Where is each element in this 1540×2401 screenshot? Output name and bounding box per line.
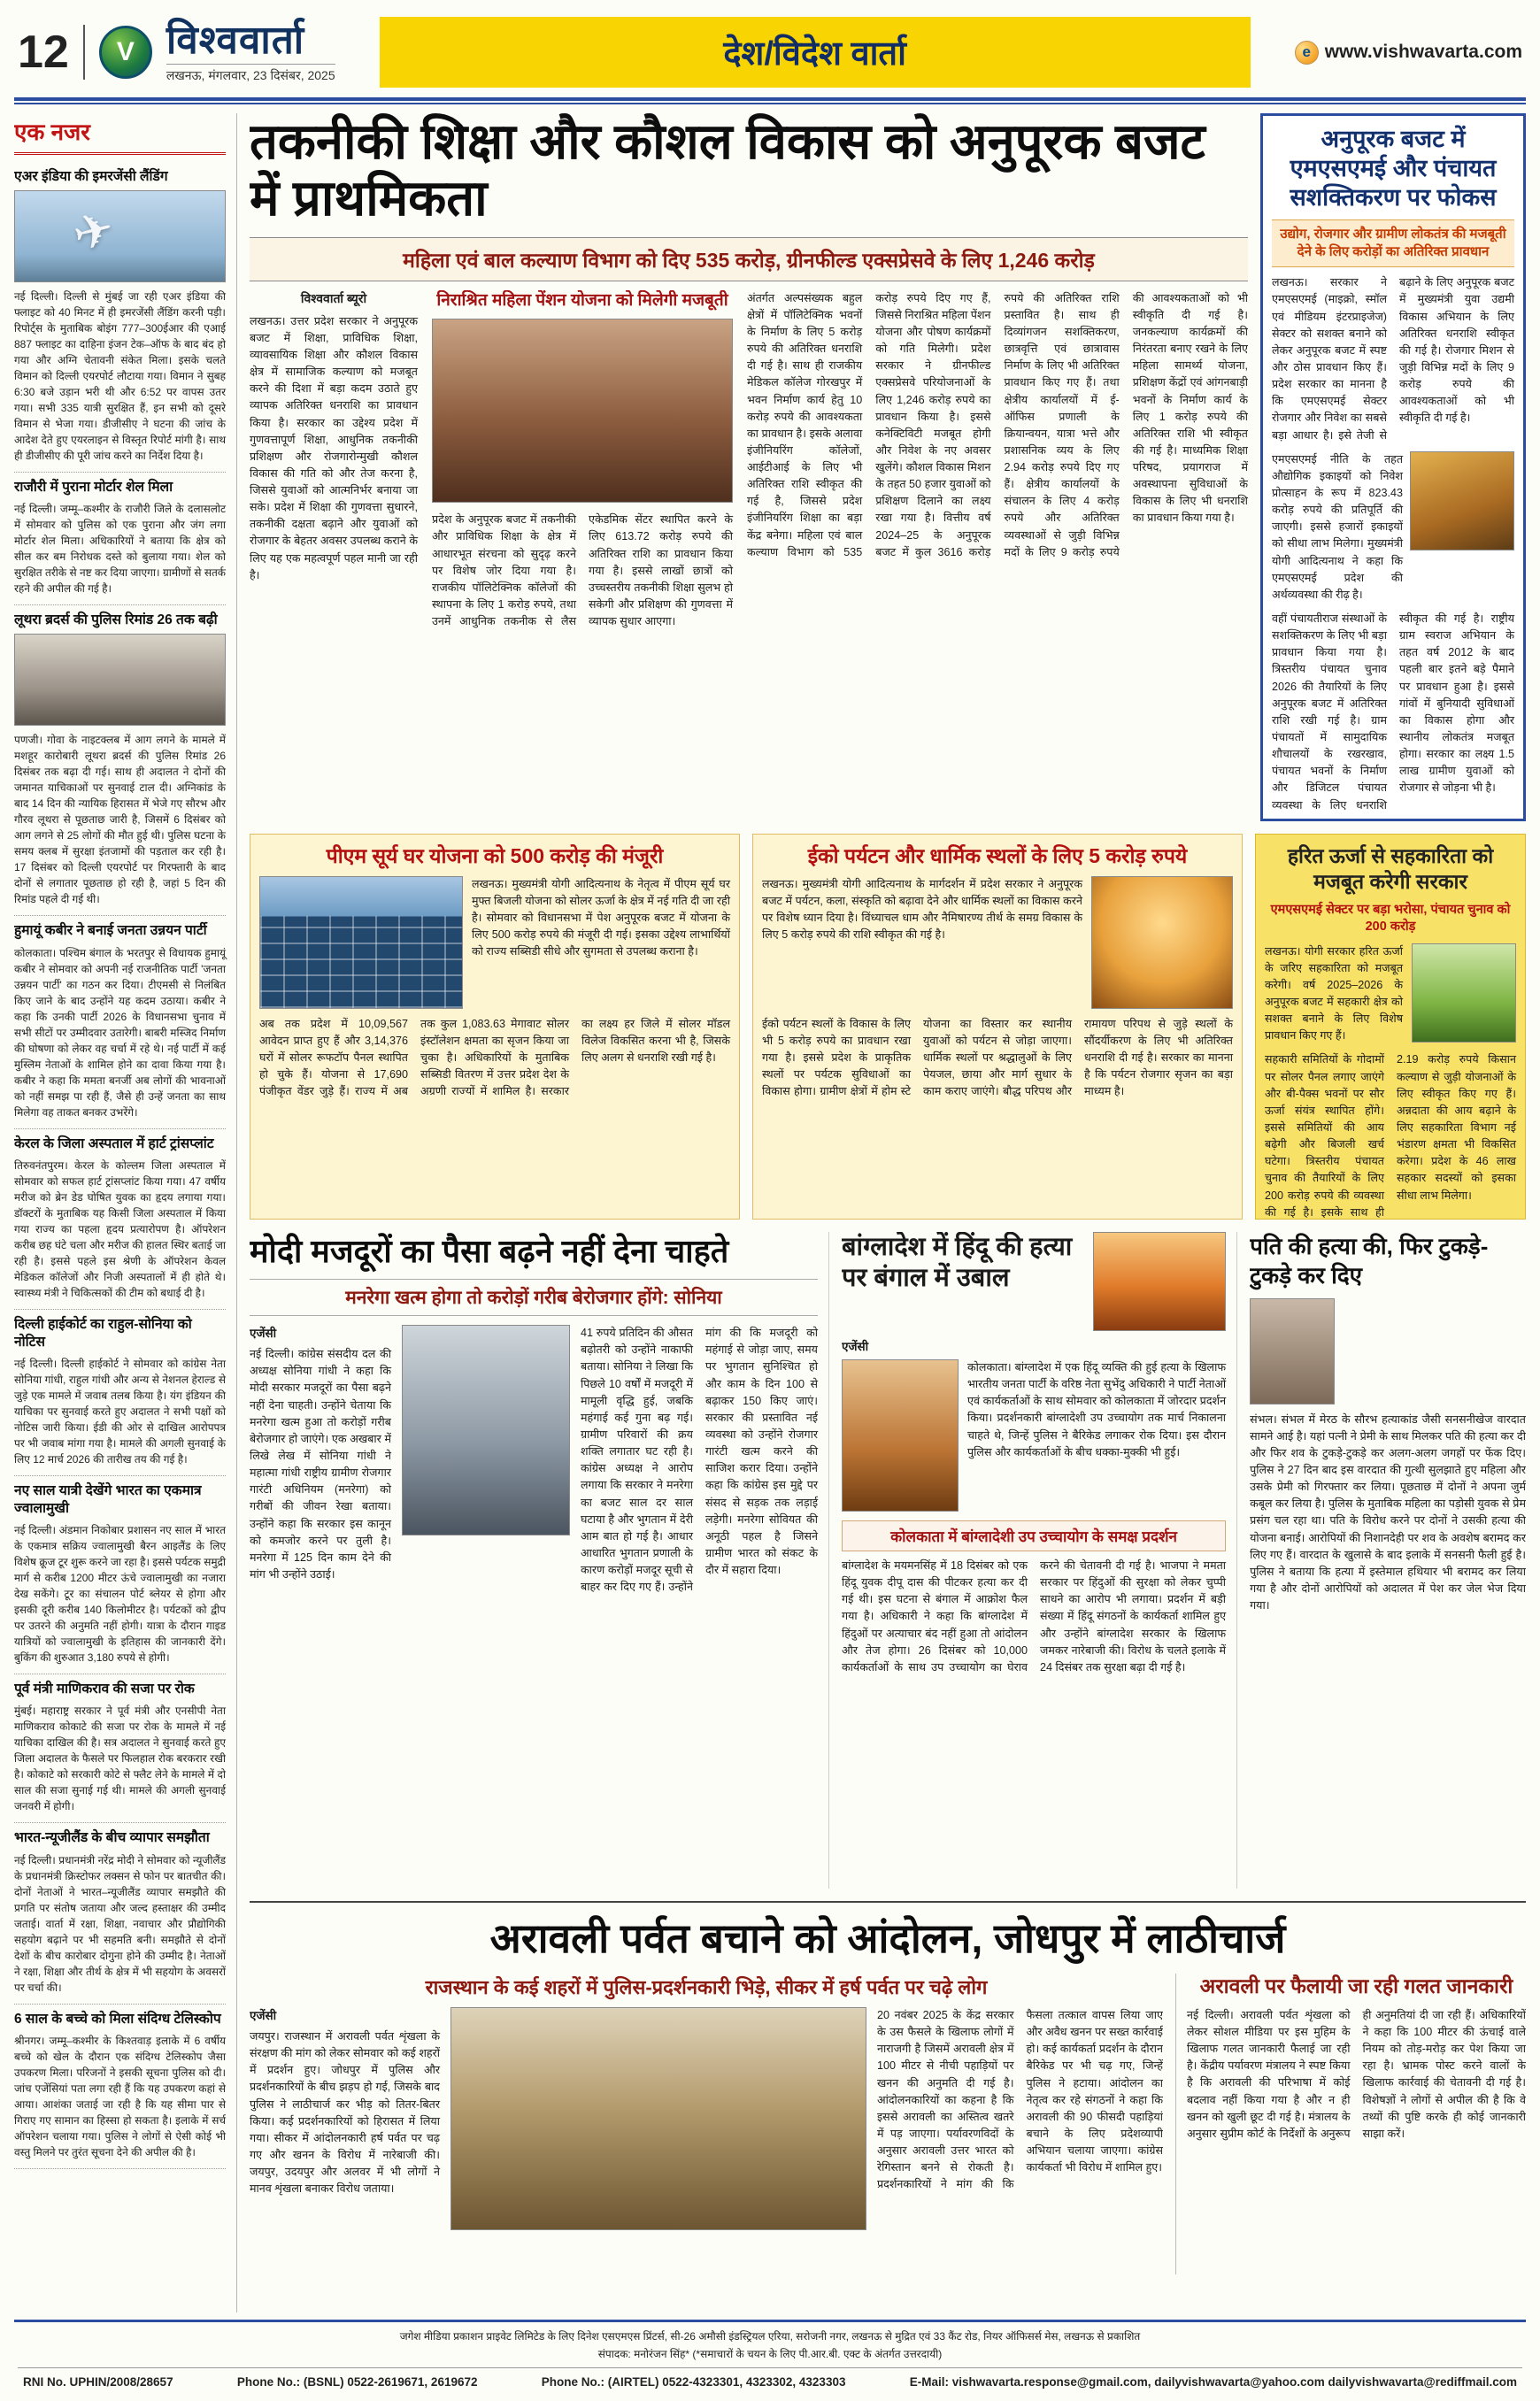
luthra-brothers-photo bbox=[14, 634, 226, 726]
green-energy-text: सहकारी समितियों के गोदामों पर सोलर पैनल लगाए जाएंगे और बी-पैक्स भवनों पर सौर ऊर्जा संयंत्र स्थापित होंगे। इससे समितियों की आय बढ़ेगी और बिजली खर्च घटेगा। त्रिस्तरीय पंचायत चुनाव की तैयारियों के लिए 200 करोड़ रुपये की व्यवस्था की गई है। इसके साथ ही 2.19 करोड़ रुपये किसान कल्याण से जुड़ी योजनाओं के लिए स्वीकृत किए गए हैं। अन्नदाता की आय बढ़ाने के लिए सहकारिता विभाग नई भंडारण क्षमता भी विकसित करेगा। प्रदेश के 46 लाख सहकार सदस्यों को इसका सीधा लाभ मिलेगा। bbox=[1265, 1053, 1516, 1219]
temple-photo bbox=[1091, 876, 1233, 1009]
news-brief bbox=[14, 162, 226, 473]
newspaper-logo-icon bbox=[99, 26, 152, 79]
phone-airtel: Phone No.: (AIRTEL) 0522-4323301, 4323302, 4323303 bbox=[541, 2375, 846, 2389]
lead-article bbox=[250, 113, 1248, 821]
msme-box-middle bbox=[1272, 451, 1514, 604]
ek-najar-title: एक नजर bbox=[14, 113, 226, 155]
news-brief bbox=[14, 1674, 226, 1823]
news-brief bbox=[14, 605, 226, 916]
sambhal-article bbox=[1250, 1232, 1526, 1889]
crime-scene-photo bbox=[1250, 1298, 1335, 1404]
contact-bar bbox=[18, 2367, 1522, 2397]
bengal-article bbox=[842, 1232, 1237, 1889]
imprint-footer bbox=[14, 2320, 1526, 2401]
news-brief bbox=[14, 473, 226, 605]
lead-col-1 bbox=[250, 290, 418, 775]
editor-line: संपादक: मनोरंजन सिंह* (*समाचारों के चयन के लिए पी.आर.बी. एक्ट के अंतर्गत उत्तरदायी) bbox=[597, 2348, 943, 2360]
sonia-article bbox=[250, 1232, 829, 1889]
green-energy-subhead: एमएसएमई सेक्टर पर बड़ा भरोसा, पंचायत चुनाव को 200 करोड़ bbox=[1270, 902, 1511, 935]
website-url[interactable]: www.vishwavarta.com bbox=[1324, 42, 1522, 62]
masthead-title: विश्ववार्ता bbox=[166, 18, 305, 62]
globe-icon: e bbox=[1295, 41, 1319, 65]
surya-ghar-text: अब तक प्रदेश में 10,09,567 आवेदन प्राप्त हुए हैं और 3,14,376 घरों में सोलर रूफटॉप पैनल स्थापित हो चुके हैं। योजना से 17,690 पंजीकृत वेंडर जुड़े हैं। राज्य में अब तक कुल 1,083.63 मेगावाट सोलर इंस्टॉलेशन क्षमता का सृजन किया जा चुका है। अधिकारियों के मुताबिक सब्सिडी वितरण में उत्तर प्रदेश देश के अग्रणी राज्यों में शामिल है। सरकार का लक्ष्य हर जिले में सोलर मॉडल विलेज विकसित करना भी है, जिसके लिए अलग से धनराशि रखी गई है। bbox=[259, 1017, 730, 1098]
phone-bsnl: Phone No.: (BSNL) 0522-2619671, 2619672 bbox=[236, 2375, 478, 2389]
eco-tourism-box bbox=[752, 834, 1243, 1220]
sonia-body bbox=[250, 1325, 818, 1596]
news-brief-title: नए साल यात्री देखेंगे भारत का एकमात्र ज्वालामुखी bbox=[14, 1482, 202, 1517]
news-brief-body: नई दिल्ली। अंडमान निकोबार प्रशासन नए साल में भारत के एकमात्र सक्रिय ज्वालामुखी बैरन आइलैंड के लिए विशेष क्रूज टूर शुरू करने जा रहा है। इससे पर्यटक समुद्री मार्ग से करीब 1200 मीटर ऊंचे ज्वालामुखी का नजारा देख सकेंगे। टूर का संचालन पोर्ट ब्लेयर से होगा और इसकी दूरी करीब 140 किलोमीटर है। पर्यटकों को द्वीप पर उतरने की अनुमति नहीं होगी। यात्रा के दौरान गाइड यात्रियों को ज्वालामुखी के इतिहास की जानकारी देंगे। बुकिंग की शुरुआत 3,180 रुपये से होगी। bbox=[14, 1524, 226, 1665]
news-brief bbox=[14, 916, 226, 1128]
news-brief-body: नई दिल्ली। जम्मू–कश्मीर के राजौरी जिले के दलासलोट में सोमवार को पुलिस को एक पुराना और जंग लगा मोर्टार शेल मिला। अधिकारियों ने बताया कि क्षेत्र को सील कर बम निरोधक दस्ते को बुलाया गया। शेल को सुरक्षित तरीके से नष्ट कर दिया जाएगा। ग्रामीणों से सतर्क रहने की अपील की गई है। bbox=[14, 503, 226, 596]
eco-tourism-text: लखनऊ। मुख्यमंत्री योगी आदित्यनाथ के मार्गदर्शन में प्रदेश सरकार ने अनुपूरक बजट में पर्यटन, कला, संस्कृति को बढ़ावा देने और धार्मिक स्थलों का विकास करने पर विशेष ध्यान दिया है। विंध्याचल धाम और नैमिषारण्य तीर्थ के समग्र विकास के लिए 5 करोड़ रुपये की राशि स्वीकृत की गई है। bbox=[762, 877, 1082, 942]
news-brief bbox=[14, 2005, 226, 2169]
lead-center bbox=[432, 290, 733, 775]
bengal-headline: बांग्लादेश में हिंदू की हत्या पर बंगाल में उबाल bbox=[842, 1233, 1073, 1293]
eco-tourism-headline: ईको पर्यटन और धार्मिक स्थलों के लिए 5 करोड़ रुपये bbox=[807, 844, 1188, 867]
surya-ghar-text: लखनऊ। मुख्यमंत्री योगी आदित्यनाथ के नेतृत्व में पीएम सूर्य घर मुफ्त बिजली योजना को सोलर ऊर्जा के क्षेत्र में नई गति दी जा रही है। सोमवार को विधानसभा में पेश अनुपूरक बजट में योजना के लिए 500 करोड़ रुपये की मंजूरी दी गई। इसका उद्देश्य लाभार्थियों को राज्य सब्सिडी सीधे और सुगमता से उपलब्ध कराना है। bbox=[472, 877, 730, 958]
farmer-field-photo bbox=[1412, 943, 1516, 1043]
articles-row bbox=[250, 1232, 1526, 1889]
sambhal-top bbox=[1250, 1298, 1526, 1404]
air-india-plane-photo bbox=[14, 190, 226, 282]
sonia-text: 41 रुपये प्रतिदिन की औसत बढ़ोतरी को उन्होंने नाकाफी बताया। सोनिया ने लिखा कि पिछले 10 वर्षों में मजदूरी में मामूली वृद्धि हुई, जबकि महंगाई कई गुना बढ़ गई। ग्रामीण परिवारों की क्रय शक्ति लगातार घट रही है। कांग्रेस अध्यक्ष ने आरोप लगाया कि सरकार ने मनरेगा का बजट साल दर साल घटाया है और भुगतान में देरी आम बात हो गई है। आधार आधारित भुगतान प्रणाली के कारण करोड़ों मजदूर सूची से बाहर कर दिए गए हैं। उन्होंने मांग की कि मजदूरी को महंगाई से जोड़ा जाए, समय पर भुगतान सुनिश्चित हो और काम के दिन 100 से बढ़ाकर 150 किए जाएं। सरकार की प्रस्तावित नई व्यवस्था को उन्होंने रोजगार गारंटी खत्म करने की साजिश करार दिया। उन्होंने कहा कि कांग्रेस इस मुद्दे पर संसद से सड़क तक लड़ाई लड़ेगी। मनरेगा सोवियत की अनूठी पहल है जिसने ग्रामीण भारत को संकट के दौर में सहारा दिया। bbox=[581, 1327, 818, 1594]
protest-crowd-photo bbox=[1093, 1232, 1226, 1331]
aravali-side-headline: अरावली पर फैलायी जा रही गलत जानकारी bbox=[1199, 1974, 1513, 1997]
news-brief-body: पणजी। गोवा के नाइटक्लब में आग लगने के मामले में मशहूर कारोबारी लूथरा ब्रदर्स की पुलिस रिमांड 26 दिसंबर तक बढ़ा दी गई। साथ ही अदालत ने दोनों की जमानत याचिकाओं पर सुनवाई टाल दी। अग्निकांड के बाद 14 दिन की न्यायिक हिरासत में भेजे गए सौरभ और गौरव लूथरा से पूछताछ जारी है, जिसमें 6 दिसंबर को आग लगने से 25 लोगों की मौत हुई थी। पुलिस घटना के समय क्लब में सुरक्षा इंतजामों की पड़ताल कर रही है। 17 दिसंबर को दिल्ली एयरपोर्ट पर गिरफ्तारी के बाद दोनों से लगातार पूछताछ हो रही है, जहां 5 दिन की रिमांड पहले दी गई थी। bbox=[14, 734, 226, 906]
rni-number: RNI No. UPHIN/2008/28657 bbox=[23, 2375, 173, 2389]
news-brief-title: राजौरी में पुराना मोर्टार शेल मिला bbox=[14, 480, 173, 496]
msme-focus-box bbox=[1260, 113, 1526, 821]
page-content bbox=[14, 113, 1526, 2313]
news-brief-body: नई दिल्ली। दिल्ली हाईकोर्ट ने सोमवार को कांग्रेस नेता सोनिया गांधी, राहुल गांधी और अन्य से नेशनल हेराल्ड से जुड़े एक मामले में जवाब तलब किया है। यंग इंडियन की याचिका पर सुनवाई करते हुए अदालत ने सभी पक्षों को नोटिस जारी किया। ईडी की ओर से दाखिल आरोपपत्र पर भी जवाब मांगा गया है। मामले की अगली सुनवाई के लिए 12 मार्च 2026 की तारीख तय की गई है। bbox=[14, 1357, 226, 1466]
middle-boxes-row bbox=[250, 834, 1526, 1220]
bengal-inner-headline: कोलकाता में बांग्लादेशी उप उच्चायोग के समक्ष प्रदर्शन bbox=[842, 1520, 1226, 1551]
news-brief-body: नई दिल्ली। प्रधानमंत्री नरेंद्र मोदी ने सोमवार को न्यूजीलैंड के प्रधानमंत्री क्रिस्टोफर लक्सन से फोन पर बातचीत की। दोनों नेताओं ने भारत–न्यूजीलैंड व्यापार समझौते की प्रगति पर संतोष जताया और जल्द हस्ताक्षर की उम्मीद जताई। वार्ता में रक्षा, शिक्षा, नवाचार और प्रौद्योगिकी सहयोग बढ़ाने पर भी सहमति बनी। समझौते से दोनों देशों के बीच कारोबार दोगुना होने की उम्मीद है। नेताओं ने रक्षा, शिक्षा और तीर्थ के क्षेत्र में भी सहयोग के अवसरों पर चर्चा की। bbox=[14, 1853, 226, 1994]
assembly-budget-photo bbox=[432, 319, 733, 503]
brick-carrier-photo bbox=[842, 1359, 959, 1512]
header-rule bbox=[14, 97, 1526, 104]
lead-text: अंतर्गत अल्पसंख्यक बहुल क्षेत्रों में पॉलिटेक्निक भवनों के निर्माण के लिए 5 करोड़ रुपये की अतिरिक्त धनराशि दी गई है। साथ ही राजकीय मेडिकल कॉलेज गोरखपुर में भवन निर्माण कार्य हेतु 10 करोड़ रुपये की आवश्यकता का प्रावधान है। इसके अलावा इंजीनियरिंग कॉलेजों, आईटीआई के लिए भी अतिरिक्त राशि स्वीकृत की गई है, जिससे प्रदेश इंजीनियरिंग शिक्षा का बड़ा केंद्र बनेगा। महिला एवं बाल कल्याण विभाग को 535 करोड़ रुपये दिए गए हैं, जिससे निराश्रित महिला पेंशन योजना और पोषण कार्यक्रमों को गति मिलेगी। प्रदेश सरकार ने ग्रीनफील्ड एक्सप्रेसवे परियोजनाओं के लिए 1,246 करोड़ रुपये का प्रावधान किया है। इससे कनेक्टिविटी मजबूत होगी और निवेश के नए अवसर खुलेंगे। कौशल विकास मिशन के तहत 50 हजार युवाओं को प्रशिक्षण दिलाने का लक्ष्य रखा गया है। वित्तीय वर्ष 2024–25 के अनुपूरक बजट में कुल 3616 करोड़ रुपये की अतिरिक्त राशि प्रस्तावित है। साथ ही दिव्यांगजन सशक्तिकरण, छात्रवृत्ति एवं छात्रावास निर्माण के लिए भी अतिरिक्त प्रावधान किए गए हैं। तथा क्षेत्रीय कार्यालयों में ई-ऑफिस प्रणाली के क्रियान्वयन, यात्रा भत्ते और प्रशासनिक व्यय के लिए 2.94 करोड़ रुपये दिए गए हैं। क्षेत्रीय कार्यालयों के संचालन के लिए 4 करोड़ रुपये और अतिरिक्त व्यवस्थाओं से जुड़ी विभिन्न मदों के लिए 9 करोड़ रुपये की आवश्यकताओं को भी स्वीकृति दी गई है। जनकल्याण कार्यक्रमों की निरंतरता बनाए रखने के लिए महिला सामर्थ्य योजना, प्रशिक्षण केंद्रों एवं आंगनबाड़ी भवनों के निर्माण कार्य के लिए 1 करोड़ रुपये की अतिरिक्त राशि भी स्वीकृत की गई है। माध्यमिक शिक्षा परिषद, प्रयागराज में अवस्थापना सुविधाओं के विकास के लिए भी धनराशि का प्रावधान किया गया है। bbox=[747, 291, 1248, 558]
news-brief bbox=[14, 1129, 226, 1310]
lead-body bbox=[250, 290, 1248, 775]
sonia-gandhi-photo bbox=[402, 1325, 570, 1535]
aravali-text: 20 नवंबर 2025 के केंद्र सरकार के उस फैसले के खिलाफ लोगों में नाराजगी है जिसमें अरावली क्षेत्र में 100 मीटर से नीची पहाड़ियों पर खनन की अनुमति दी गई है। आंदोलनकारियों का कहना है कि इससे अरावली का अस्तित्व खतरे में पड़ जाएगा। पर्यावरणविदों के अनुसार अरावली उत्तर भारत को रेगिस्तान बनने से रोकती है। प्रदर्शनकारियों ने मांग की कि फैसला तत्काल वापस लिया जाए और अवैध खनन पर सख्त कार्रवाई हो। कई कार्यकर्ता प्रदर्शन के दौरान बैरिकेड पर भी चढ़ गए, जिन्हें पुलिस ने हटाया। आंदोलन का नेतृत्व कर रहे संगठनों ने कहा कि अरावली की 90 फीसदी पहाड़ियां बचाने के लिए प्रदेशव्यापी अभियान चलाया जाएगा। कांग्रेस कार्यकर्ता भी विरोध में शामिल हुए। bbox=[877, 2009, 1163, 2191]
edition-dateline: लखनऊ, मंगलवार, 23 दिसंबर, 2025 bbox=[166, 64, 335, 84]
news-brief-body: मुंबई। महाराष्ट्र सरकार ने पूर्व मंत्री और एनसीपी नेता माणिकराव कोकाटे की सजा पर रोक के मामले में नई याचिका दाखिल की है। सत्र अदालत ने सुनवाई करते हुए जिला अदालत के फैसले पर फिलहाल रोक बरकरार रखी है। कोकाटे को सरकारी कोटे से फ्लैट लेने के मामले में दो साल की सजा सुनाई गई थी। मामले की अगली सुनवाई जनवरी में होगी। bbox=[14, 1705, 226, 1813]
news-brief bbox=[14, 1310, 226, 1476]
aravali-side-box bbox=[1175, 1974, 1526, 2274]
sonia-subhead: मनरेगा खत्म होगा तो करोड़ों गरीब बेरोजगार होंगे: सोनिया bbox=[250, 1279, 818, 1316]
imprint-line: जगेश मीडिया प्रकाशन प्राइवेट लिमिटेड के लिए दिनेश एसएमएस प्रिंटर्स, सी-26 अमौसी इंडस्ट्रियल एरिया, सरोजनी नगर, लखनऊ से मुद्रित एवं 33 कैंट रोड, नियर ऑफिसर्स मेस, लखनऊ से प्रकाशित bbox=[399, 2330, 1141, 2343]
page-number: 12 bbox=[18, 27, 69, 78]
news-brief-title: लूथरा ब्रदर्स की पुलिस रिमांड 26 तक बढ़ी bbox=[14, 612, 218, 628]
website-link[interactable] bbox=[1295, 41, 1522, 65]
aravali-banner-headline: अरावली पर्वत बचाने को आंदोलन, जोधपुर में लाठीचार्ज bbox=[250, 1901, 1526, 1974]
news-brief-title: केरल के जिला अस्पताल में हार्ट ट्रांसप्लांट bbox=[14, 1135, 214, 1151]
brand-block bbox=[166, 20, 335, 84]
news-brief-title: हुमायूं कबीर ने बनाई जनता उन्नयन पार्टी bbox=[14, 923, 207, 939]
agency-byline: एजेंसी bbox=[250, 2009, 277, 2022]
news-brief-body: श्रीनगर। जम्मू–कश्मीर के किश्तवाड़ इलाके में 6 वर्षीय बच्चे को खेल के दौरान एक संदिग्ध टेलिस्कोप जैसा उपकरण मिला। परिजनों ने इसकी सूचना पुलिस को दी। जांच एजेंसियां पता लगा रही हैं कि यह उपकरण कहां से आया। आशंका जताई जा रही है कि यह सीमा पार से गिराए गए सामान का हिस्सा हो सकता है। इलाके में सर्च ऑपरेशन चलाया गया। पुलिस ने लोगों से ऐसी कोई भी वस्तु मिलने पर तुरंत सूचना देने की अपील की है। bbox=[14, 2034, 226, 2159]
msme-box-text: एमएसएमई नीति के तहत औद्योगिक इकाइयों को निवेश प्रोत्साहन के रूप में 823.43 करोड़ रुपये की प्रतिपूर्ति की जाएगी। इससे हजारों इकाइयों को सीधा लाभ मिलेगा। मुख्यमंत्री योगी आदित्यनाथ ने कहा कि एमएसएमई प्रदेश की अर्थव्यवस्था की रीढ़ है। bbox=[1272, 452, 1403, 601]
bengal-top bbox=[842, 1232, 1226, 1331]
aravali-main bbox=[250, 1974, 1163, 2274]
agency-byline: एजेंसी bbox=[250, 1327, 277, 1341]
aravali-row bbox=[250, 1974, 1526, 2274]
agency-byline: एजेंसी bbox=[842, 1340, 869, 1353]
section-banner: देश/विदेश वार्ता bbox=[380, 17, 1251, 88]
sonia-headline: मोदी मजदूरों का पैसा बढ़ने नहीं देना चाहते bbox=[250, 1233, 729, 1269]
eco-tourism-text: ईको पर्यटन स्थलों के विकास के लिए भी 5 करोड़ रुपये का प्रावधान रखा गया है। इससे प्रदेश के प्राकृतिक स्थलों पर पर्यटक सुविधाओं का विकास होगा। ग्रामीण क्षेत्रों में होम स्टे योजना का विस्तार कर स्थानीय युवाओं को पर्यटन से जोड़ा जाएगा। धार्मिक स्थलों पर श्रद्धालुओं के लिए पेयजल, छाया और मार्ग सुधार के काम कराए जाएंगे। बौद्ध परिपथ और रामायण परिपथ से जुड़े स्थलों के सौंदर्यीकरण के लिए भी अतिरिक्त धनराशि दी गई है। सरकार का मानना है कि पर्यटन रोजगार सृजन का बड़ा माध्यम है। bbox=[762, 1017, 1233, 1098]
sambhal-text: संभल। संभल में मेरठ के सौरभ हत्याकांड जैसी सनसनीखेज वारदात सामने आई है। यहां पत्नी ने प्रेमी के साथ मिलकर पति की हत्या कर दी और फिर शव के टुकड़े-टुकड़े कर अलग-अलग जगहों पर फेंक दिए। पुलिस ने 27 दिन बाद इस वारदात की गुत्थी सुलझाते हुए महिला और उसके प्रेमी को गिरफ्तार कर लिया। पूछताछ में दोनों ने अपना जुर्म कबूल कर लिया है। पुलिस के मुताबिक महिला का पड़ोसी युवक से प्रेम प्रसंग चल रहा था। पति के विरोध करने पर दोनों ने उसकी हत्या की योजना बनाई। आरोपियों की निशानदेही पर शव के अवशेष बरामद कर लिए गए हैं। वारदात के खुलासे के बाद इलाके में सनसनी फैली हुई है। पुलिस ने बताया कि हत्या में इस्तेमाल हथियार भी बरामद कर लिया गया है और दोनों आरोपियों को अदालत में पेश कर जेल भेज दिया गया। bbox=[1250, 1412, 1526, 1612]
byline: विश्ववार्ता ब्यूरो bbox=[300, 290, 367, 305]
top-row bbox=[250, 113, 1526, 821]
news-brief-body: कोलकाता। पश्चिम बंगाल के भरतपुर से विधायक हुमायूं कबीर ने सोमवार को अपनी नई राजनीतिक पार्टी 'जनता उन्नयन पार्टी' का गठन कर दिया। टीएमसी से निलंबित किए जाने के बाद उन्होंने यह कदम उठाया। कबीर ने कहा कि उनकी पार्टी 2026 के विधानसभा चुनाव में सभी सीटों पर उम्मीदवार उतारेगी। बाबरी मस्जिद निर्माण की घोषणा को लेकर वह चर्चा में रहे थे। नई पार्टी में कई मुस्लिम नेताओं के शामिल होने का दावा किया गया है। कबीर ने कहा कि ममता बनर्जी अब लोगों की भावनाओं को नहीं समझ पा रही हैं, जैसे ही उन्हें जनता का साथ मिलेगा वह ताकत बनकर उभरेंगे। bbox=[14, 946, 226, 1119]
ek-najar-column bbox=[14, 113, 237, 2313]
news-brief-title: 6 साल के बच्चे को मिला संदिग्ध टेलिस्कोप bbox=[14, 2011, 221, 2027]
green-energy-text: लखनऊ। योगी सरकार हरित ऊर्जा के जरिए सहकारिता को मजबूत करेगी। वर्ष 2025–2026 के अनुपूरक बजट में सहकारी क्षेत्र को सशक्त बनाने के लिए विशेष प्रावधान किए गए हैं। bbox=[1265, 944, 1403, 1043]
news-brief-body: तिरुवनंतपुरम। केरल के कोल्लम जिला अस्पताल में सोमवार को सफल हार्ट ट्रांसप्लांट किया गया। 47 वर्षीय मरीज को ब्रेन डेड घोषित युवक का हृदय लगाया गया। डॉक्टरों के मुताबिक यह किसी जिला अस्पताल में किया गया राज्य का पहला हृदय प्रत्यारोपण है। ऑपरेशन करीब छह घंटे चला और मरीज की हालत स्थिर बताई जा रही है। इससे पहले इस श्रेणी के ऑपरेशन केवल मेडिकल कॉलेजों और निजी अस्पतालों में ही होते थे। स्वास्थ्य मंत्री ने चिकित्सकों की टीम को बधाई दी है। bbox=[14, 1158, 226, 1299]
police-protest-photo bbox=[450, 2007, 866, 2230]
aravali-text: जयपुर। राजस्थान में अरावली पर्वत शृंखला के संरक्षण की मांग को लेकर सोमवार को कई शहरों में प्रदर्शन हुए। जोधपुर में पुलिस और प्रदर्शनकारियों के बीच झड़प हो गई, जिसके बाद पुलिस ने लाठीचार्ज कर भीड़ को तितर-बितर किया। कई प्रदर्शनकारियों को हिरासत में लिया गया। सीकर में आंदोलनकारी हर्ष पर्वत पर चढ़ गए और खनन के विरोध में नारेबाजी की। जयपुर, उदयपुर और अलवर में भी लोगों ने मानव शृंखला बनाकर विरोध जताया। bbox=[250, 2030, 440, 2196]
aravali-body bbox=[250, 2007, 1163, 2230]
news-brief bbox=[14, 1476, 226, 1674]
msme-box-text: वहीं पंचायतीराज संस्थाओं के सशक्तिकरण के लिए भी बड़ा प्रावधान किया गया है। त्रिस्तरीय पंचायत चुनाव 2026 की तैयारियों के लिए अनुपूरक बजट में अतिरिक्त राशि रखी गई है। ग्राम पंचायतों में सामुदायिक शौचालयों के रखरखाव, पंचायत भवनों के निर्माण और डिजिटल पंचायत व्यवस्था के लिए धनराशि स्वीकृत की गई है। राष्ट्रीय ग्राम स्वराज अभियान के तहत वर्ष 2012 के बाद पहली बार इतने बड़े पैमाने पर प्रावधान हुआ है। इससे गांवों में बुनियादी सुविधाओं का विकास होगा और स्थानीय लोकतंत्र मजबूत होगा। सरकार का लक्ष्य 1.5 लाख ग्रामीण युवाओं को रोजगार से जोड़ना भी है। bbox=[1272, 612, 1514, 812]
news-brief-title: पूर्व मंत्री माणिकराव की सजा पर रोक bbox=[14, 1681, 195, 1697]
sonia-col-1 bbox=[250, 1325, 391, 1596]
green-energy-top bbox=[1265, 943, 1516, 1045]
lead-text: लखनऊ। उत्तर प्रदेश सरकार ने अनुपूरक बजट में शिक्षा, प्राविधिक शिक्षा, व्यावसायिक शिक्षा और कौशल विकास क्षेत्र में सामाजिक कल्याण को मजबूत करने की दिशा में बड़ा कदम उठाते हुए व्यापक अतिरिक्त धनराशि का प्रावधान किया है। सरकार का उद्देश्य प्रदेश में गुणवत्तापूर्ण शिक्षा, आधुनिक तकनीकी प्रशिक्षण और रोजगारोन्मुखी कौशल विकास की गति को और तेज करना है, जिससे युवाओं को आत्मनिर्भर बनाया जा सके। प्रदेश में शिक्षा की गुणवत्ता सुधारने, तकनीकी दक्षता बढ़ाने और युवाओं को रोजगार के बेहतर अवसर उपलब्ध कराने के लिए यह एक महत्वपूर्ण पहल मानी जा रही है। bbox=[250, 314, 418, 581]
news-brief-body: नई दिल्ली। दिल्ली से मुंबई जा रही एअर इंडिया की फ्लाइट को 40 मिनट में ही इमरजेंसी लैंडिंग करनी पड़ी। रिपोर्ट्स के मुताबिक बोइंग 777–300ईआर की एआई 887 फ्लाइट का दाहिना इंजन टेक–ऑफ के बाद बंद हो गया और अग्नि चेतावनी संकेत मिला। इसके चलते विमान को दिल्ली एयरपोर्ट लौटाया गया। विमान ने सुबह 6:30 बजे उड़ान भरी थी और 6:52 पर वापस उतर गया। सभी 335 यात्री सुरक्षित हैं, इन सभी को दूसरे विमान से भेजा गया। डीजीसीए ने घटना की जांच के आदेश देते हुए एयरलाइन से विस्तृत रिपोर्ट मांगी है। साथ ही डीजीसीए की पूरी जांच करने का निर्देश दिया है। bbox=[14, 290, 226, 463]
sonia-text: नई दिल्ली। कांग्रेस संसदीय दल की अध्यक्ष सोनिया गांधी ने कहा कि मोदी सरकार मजदूरों का पैसा बढ़ने नहीं देना चाहती। उन्होंने चेताया कि मनरेगा खत्म हुआ तो करोड़ों गरीब बेरोजगार हो जाएंगे। एक अखबार में लिखे लेख में सोनिया गांधी ने महात्मा गांधी राष्ट्रीय ग्रामीण रोजगार गारंटी अधिनियम (मनरेगा) को गरीबों की जीवन रेखा बताया। उन्होंने कहा कि सरकार इस कानून को कमजोर करने पर तुली है। मनरेगा में 125 दिन काम देने की मांग भी उन्होंने उठाई। bbox=[250, 1348, 391, 1581]
sambhal-headline: पति की हत्या की, फिर टुकड़े-टुकड़े कर दिए bbox=[1250, 1233, 1489, 1289]
msme-box-subhead: उद्योग, रोजगार और ग्रामीण लोकतंत्र की मजबूती देने के लिए करोड़ों का अतिरिक्त प्रावधान bbox=[1272, 219, 1514, 268]
aravali-side-text: नई दिल्ली। अरावली पर्वत शृंखला को लेकर सोशल मीडिया पर इस मुहिम के खिलाफ गलत जानकारी फैलाई जा रही है। केंद्रीय पर्यावरण मंत्रालय ने स्पष्ट किया है कि अरावली की परिभाषा में कोई बदलाव नहीं किया गया है और न ही खनन को खुली छूट दी गई है। मंत्रालय के अनुसार सुप्रीम कोर्ट के निर्देशों के अनुरूप ही अनुमतियां दी जा रही हैं। अधिकारियों ने कहा कि 100 मीटर की ऊंचाई वाले नियम को तोड़-मरोड़ कर पेश किया जा रहा है। भ्रामक पोस्ट करने वालों के खिलाफ कार्रवाई की चेतावनी दी गई है। विशेषज्ञों ने लोगों से अपील की है कि वे तथ्यों की पुष्टि करके ही कोई जानकारी साझा करें। bbox=[1187, 2008, 1526, 2140]
bengal-text: कोलकाता। बांग्लादेश में एक हिंदू व्यक्ति की हुई हत्या के खिलाफ भारतीय जनता पार्टी के वरिष्ठ नेता सुभेंदु अधिकारी ने पार्टी नेताओं एवं कार्यकर्ताओं के साथ सोमवार को कोलकाता में जोरदार प्रदर्शन किया। प्रदर्शनकारी बांग्लादेशी उप उच्चायोग तक मार्च निकालना चाहते थे, जिन्हें पुलिस ने बैरिकेड लगाकर रोक दिया। इस दौरान पुलिस और कार्यकर्ताओं के बीच धक्का-मुक्की भी हुई। bbox=[967, 1361, 1227, 1458]
surya-ghar-headline: पीएम सूर्य घर योजना को 500 करोड़ की मंजूरी bbox=[326, 844, 664, 867]
surya-ghar-top bbox=[259, 876, 730, 1009]
solar-panels-photo bbox=[259, 876, 463, 1009]
header-divider bbox=[83, 25, 85, 80]
inner-headline: निराश्रित महिला पेंशन योजना को मिलेगी मजबूती bbox=[436, 290, 728, 310]
lead-text: प्रदेश के अनुपूरक बजट में तकनीकी और प्राविधिक शिक्षा के क्षेत्र में आधारभूत संरचना को सुदृढ़ करने पर विशेष जोर दिया गया है। राजकीय पॉलिटेक्निक कॉलेजों की स्थापना के लिए 1 करोड़ रुपये, तथा उनमें आधुनिक तकनीक से लैस एकेडमिक सेंटर स्थापित करने के लिए 613.72 करोड़ रुपये की अतिरिक्त राशि का प्रावधान किया गया है। इससे लाखों छात्रों को उच्चस्तरीय तकनीकी शिक्षा सुलभ हो सकेगी और प्रशिक्षण की गुणवत्ता में व्यापक सुधार आएगा। bbox=[432, 513, 733, 628]
masthead bbox=[14, 5, 1526, 97]
lead-headline: तकनीकी शिक्षा और कौशल विकास को अनुपूरक बजट में प्राथमिकता bbox=[250, 113, 1205, 226]
news-brief bbox=[14, 1823, 226, 2004]
main-column bbox=[250, 113, 1526, 2313]
msme-box-text: लखनऊ। सरकार ने एमएसएमई (माइक्रो, स्मॉल एवं मीडियम इंटरप्राइजेज) सेक्टर को सशक्त बनाने को लेकर अनुपूरक बजट में स्पष्ट और ठोस प्रावधान किए हैं। प्रदेश सरकार का मानना है कि एमएसएमई सेक्टर रोजगार और निवेश का सबसे बड़ा आधार है। इसे तेजी से बढ़ाने के लिए अनुपूरक बजट में मुख्यमंत्री युवा उद्यमी विकास अभियान के लिए अतिरिक्त धनराशि स्वीकृत की गई है। रोजगार मिशन से जुड़ी विभिन्न मदों के लिए 9 करोड़ रुपये की आवश्यकताओं को भी स्वीकृति दी गई है। bbox=[1272, 276, 1514, 442]
news-brief-title: एअर इंडिया की इमरजेंसी लैंडिंग bbox=[14, 169, 168, 184]
industry-photo bbox=[1410, 451, 1514, 550]
aravali-col-1 bbox=[250, 2007, 440, 2230]
lead-subhead: महिला एवं बाल कल्याण विभाग को दिए 535 करोड़, ग्रीनफील्ड एक्सप्रेसवे के लिए 1,246 करोड़ bbox=[250, 237, 1248, 281]
email-contacts[interactable]: E-Mail: vishwavarta.response@gmail.com, dailyvishwavarta@yahoo.com dailyvishwavarta@rediffmail.com bbox=[909, 2375, 1517, 2389]
aravali-subhead: राजस्थान के कई शहरों में पुलिस-प्रदर्शनकारी भिड़े, सीकर में हर्ष पर्वत पर चढ़े लोग bbox=[425, 1976, 988, 1998]
logo-letter: V bbox=[116, 37, 135, 66]
eco-tourism-top bbox=[762, 876, 1233, 1009]
surya-ghar-box bbox=[250, 834, 740, 1220]
aravali-section bbox=[250, 1901, 1526, 2274]
bengal-middle bbox=[842, 1359, 1226, 1512]
news-brief-title: दिल्ली हाईकोर्ट का राहुल-सोनिया को नोटिस bbox=[14, 1316, 192, 1350]
news-brief-title: भारत-न्यूजीलैंड के बीच व्यापार समझौता bbox=[14, 1830, 210, 1846]
msme-box-headline: अनुपूरक बजट में एमएसएमई और पंचायत सशक्तिकरण पर फोकस bbox=[1290, 126, 1497, 211]
green-energy-headline: हरित ऊर्जा से सहकारिता को मजबूत करेगी सरकार bbox=[1287, 844, 1494, 893]
bengal-text: बांग्लादेश के मयमनसिंह में 18 दिसंबर को एक हिंदू युवक दीपू दास की पीटकर हत्या कर दी गई थी। इस घटना से बंगाल में आक्रोश फैल गया है। अधिकारी ने कहा कि बांग्लादेश में हिंदुओं पर अत्याचार बंद नहीं हुआ तो आंदोलन और तेज होगा। 26 दिसंबर को 10,000 कार्यकर्ताओं के साथ उप उच्चायोग का घेराव करने की चेतावनी दी गई है। भाजपा ने ममता सरकार पर हिंदुओं की सुरक्षा को लेकर चुप्पी साधने का आरोप भी लगाया। प्रदर्शन में बड़ी संख्या में हिंदू संगठनों के कार्यकर्ता शामिल हुए और उन्होंने बांग्लादेश सरकार के खिलाफ जमकर नारेबाजी की। विरोध के चलते इलाके में 24 दिसंबर तक सुरक्षा बढ़ा दी गई है। bbox=[842, 1559, 1227, 1674]
green-energy-box bbox=[1255, 834, 1526, 1220]
